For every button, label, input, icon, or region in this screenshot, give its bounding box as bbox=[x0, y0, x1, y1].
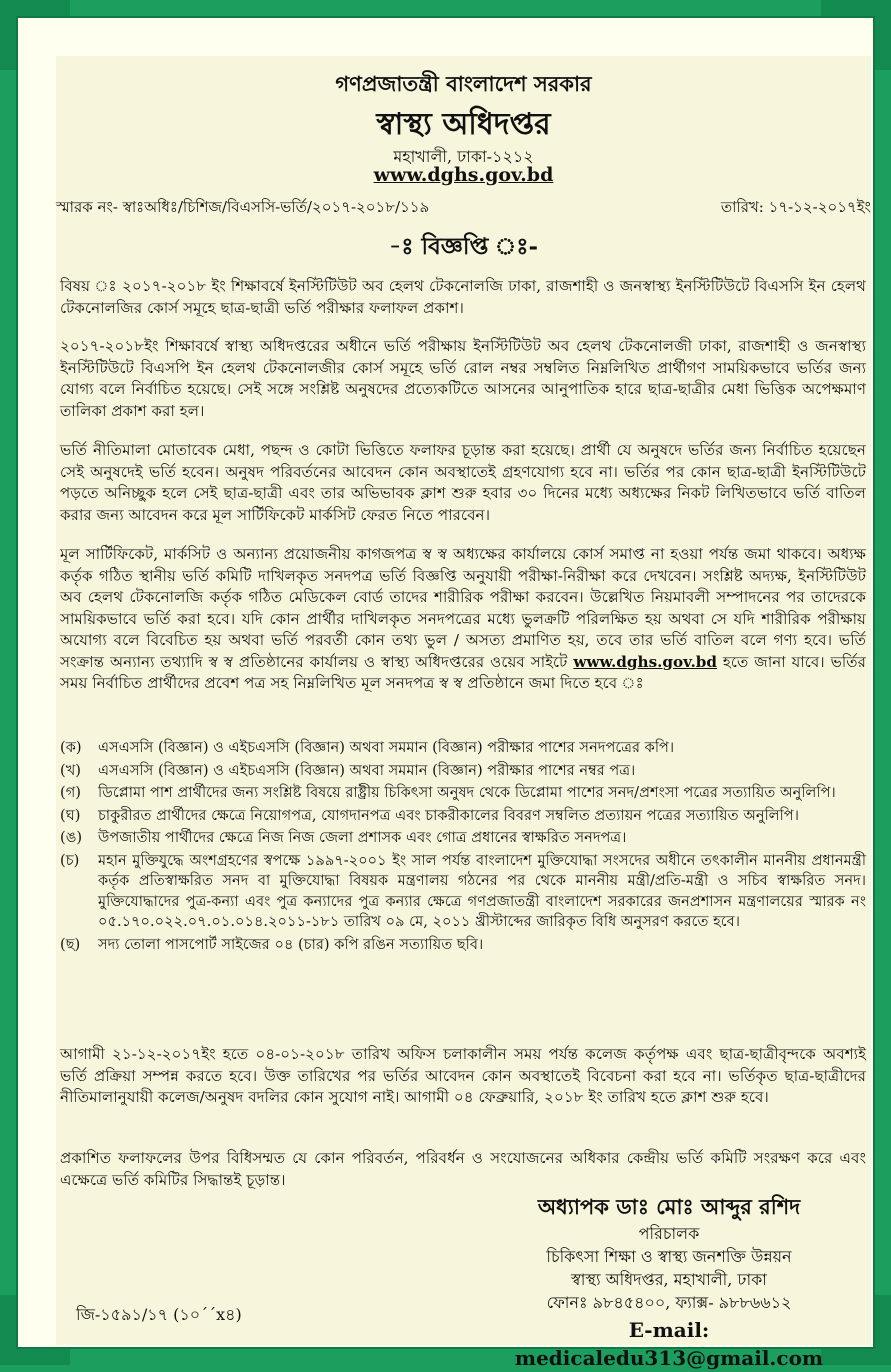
list-item-text: মহান মুক্তিযুদ্ধে অংশগ্রহণের স্বপক্ষে ১৯৯৭-২০০১ ইং সাল পর্যন্ত বাংলাদেশ মুক্তিযোদ্ধা সংসদের অধীনে তৎকালীন মাননীয় প্রধানমন্ত্রী কর্তৃক প্রতিস্বাক্ষরিত সনদ বা মুক্তিযোদ্ধা বিষয়ক মন্ত্রণালয় গঠনের পর থেকে মাননীয় মন্ত্রী/প্রতি-মন্ত্রী ও সচিব স্বাক্ষরিত সনদ। মুক্তিযোদ্ধাদের পুত্র-কন্যা এবং পুত্র কন্যাদের পুত্র কন্যার ক্ষেত্রে গণপ্রজাতন্ত্রী বাংলাদেশ সরকারের জনপ্রশাসন মন্ত্রণালয়ের স্মারক নং ০৫.১৭০.০২২.০৭.০১.০১৪.২০১১-১৮১ তারিখ ০৯ মে, ২০১১ খ্রীস্টাব্দের জারিকৃত বিধি অনুসরণ করতে হবে। bbox=[98, 851, 866, 930]
list-item bbox=[60, 851, 866, 933]
g-code: জি-১৫৯১/১৭ (১০´´x৪) bbox=[76, 1305, 242, 1324]
department-name: স্বাস্থ্য অধিদপ্তর bbox=[376, 107, 551, 142]
documents-paragraph bbox=[60, 544, 866, 695]
notice-body bbox=[56, 56, 871, 1370]
documents-paragraph-text: মূল সার্টিফিকেট, মার্কসিট ও অন্যান্য প্রয়োজনীয় কাগজপত্র স্ব স্ব অধ্যক্ষের কার্যালয়ে কোর্স সমাপ্ত না হওয়া পর্যন্ত জমা থাকবে। অধ্যক্ষ কর্তৃক গঠিত স্থানীয় ভর্তি কমিটি দাখিলকৃত সনদপত্র ভর্তি বিজ্ঞপ্তি অনুযায়ী পরীক্ষা-নিরীক্ষা করে দেখবেন। সংশ্লিষ্ট অদ্যক্ষ, ইনস্টিটিউট অব হেলথ টেকনোলজি কর্তৃক গঠিত মেডিকেল বোর্ড তাদের শারীরিক পরীক্ষা করবেন। উল্লেখিত নিয়মাবলী সম্পাদনের পর তাদেরকে সাময়িকভাবে ভর্তি করা হবে। যদি কোন প্রার্থীর দাখিলকৃত সনদপত্রের মধ্যে ভুলক্রটি পরিলক্ষিত হয় অথবা সে যদি শারীরিক পরীক্ষায় অযোগ্য বলে বিবেচিত হয় অথবা ভর্তি পরবর্তী কোন তথ্য ভুল / অসত্য প্রমাণিত হয়, তবে তার ভর্তি বাতিল বলে গণ্য হবে। ভর্তি সংক্রান্ত অন্যান্য তথ্যাদি স্ব স্ব প্রতিষ্ঠানের কার্যালয় ও স্বাস্থ্য অধিদপ্তরের ওয়েব সাইটে bbox=[60, 545, 866, 671]
list-item bbox=[60, 935, 866, 956]
list-item bbox=[60, 806, 866, 827]
notice-frame bbox=[16, 16, 875, 1370]
department-address: মহাখালী, ঢাকা-১২১২ bbox=[393, 147, 534, 166]
list-item-text: উপজাতীয় পার্থীদের ক্ষেত্রে নিজ নিজ জেলা প্রশাসক এবং গোত্র প্রধানের স্বাক্ষরিত সনদপত্র। bbox=[98, 829, 627, 846]
list-item bbox=[60, 828, 866, 849]
notice-title: -ঃ বিজ্ঞপ্তি ঃ- bbox=[388, 233, 539, 260]
list-item-text: সদ্য তোলা পাসপোর্ট সাইজের ০৪ (চার) কপি রঙিন সত্যায়িত ছবি। bbox=[98, 935, 484, 953]
website-link[interactable]: www.dghs.gov.bd bbox=[373, 164, 554, 186]
signatory-office: স্বাস্থ্য অধিদপ্তর, মহাখালী, ঢাকা bbox=[571, 1270, 767, 1289]
rights-paragraph: প্রকাশিত ফলাফলের উপর বিধিসম্মত যে কোন পরিবর্তন, পরিবর্ধন ও সংযোজনের অধিকার কেন্দ্রীয় ভর্তি কমিটি সংরক্ষণ করে এবং এক্ষেত্রে ভর্তি কমিটির সিদ্ধান্তই চূড়ান্ত। bbox=[60, 1149, 866, 1189]
signatory-unit: চিকিৎসা শিক্ষা ও স্বাস্থ্য জনশক্তি উন্নয়ন bbox=[546, 1247, 792, 1266]
list-item-label: (খ) bbox=[60, 761, 81, 779]
memo-reference: স্মারক নং- স্বাঃঅধিঃ/চিশিজ/বিএসসি-ভর্তি/২০১৭-২০১৮/১১৯ bbox=[56, 198, 430, 216]
list-item-label: (ছ) bbox=[60, 935, 81, 953]
signatory-name: অধ্যাপক ডাঃ মোঃ আব্দুর রশিদ bbox=[537, 1194, 801, 1219]
list-item-text: ডিপ্লোমা পাশ প্রার্থীদের জন্য সংশ্লিষ্ট বিষয়ে রাষ্ট্রীয় চিকিৎসা অনুষদ থেকে ডিপ্লোমা পাশের সনদ/প্রশংসা পত্রের সত্যায়িত অনুলিপি। bbox=[98, 784, 836, 801]
list-item-label: (ঙ) bbox=[60, 829, 83, 846]
signatory-phone: ফোনঃ ৯৮৪৫৪০০, ফ্যাক্স- ৯৮৮৬৬১২ bbox=[546, 1293, 792, 1312]
list-item-label: (ঘ) bbox=[60, 806, 81, 824]
policy-paragraph: ভর্তি নীতিমালা মোতাবেক মেধা, পছন্দ ও কোটা ভিত্তিতে ফলাফর চূড়ান্ত করা হয়েছে। প্রার্থী যে অনুষদে ভর্তির জন্য নির্বাচিত হয়েছেন সেই অনুষদেই ভর্তি হবেন। অনুষদ পরিবর্তনের আবেদন কোন অবস্থাতেই গ্রহণযোগ্য হবে না। ভর্তির পর কোন ছাত্র-ছাত্রী ইনস্টিটিউটে পড়তে অনিচ্ছুক হলে সেই ছাত্র-ছাত্রী এবং তার অভিভাবক ক্লাশ শুরু হবার ৩০ দিনের মধ্যে অধ্যক্ষের নিকট লিখিতভাবে ভর্তি বাতিল করার জন্য আবেদন করে মূল সার্টিফিকেট মার্কসিট ফেরত নিতে পারবেন। bbox=[60, 441, 866, 524]
signatory-email[interactable]: E-mail: medicaledu313@gmail.com bbox=[514, 1318, 824, 1370]
list-item-label: (ক) bbox=[60, 739, 82, 756]
list-item-text: চাকুরীরত প্রার্থীদের ক্ষেত্রে নিয়োগপত্র, যোগদানপত্র এবং চাকরীকালের বিবরণ সম্বলিত প্রত্যায়ন পত্রের সত্যায়িত অনুলিপি। bbox=[98, 806, 799, 824]
government-name: গণপ্রজাতন্ত্রী বাংলাদেশ সরকার bbox=[335, 71, 592, 96]
list-item-label: (গ) bbox=[60, 784, 81, 801]
website-link-inline[interactable]: www.dghs.gov.bd bbox=[573, 652, 717, 671]
memo-date: তারিখ: ১৭-১২-২০১৭ইং bbox=[720, 198, 871, 216]
list-item bbox=[60, 738, 866, 759]
signature-block bbox=[484, 1192, 854, 1372]
result-paragraph: ২০১৭-২০১৮ইং শিক্ষাবর্ষে স্বাস্থ্য অধিদপ্তরের অধীনে ভর্তি পরীক্ষায় ইনস্টিটিউট অব হেলথ টেকনোলজী ঢাকা, রাজশাহী ও জনস্বাস্থ্য ইনস্টিটিউটে বিএসপি ইন হেলথ টেকনোলজীর কোর্স সমূহে ভর্তি রোল নম্বর সম্বলিত নিম্নলিখিত প্রার্থীগণ সাময়িকভাবে ভর্তির জন্য যোগ্য বলে নির্বাচিত হয়েছে। সেই সঙ্গে সংশ্লিষ্ট অনুষদের প্রত্যেকটিতে আসনের আনুপাতিক হারে ছাত্র-ছাত্রীর মেধা ভিত্তিক অপেক্ষমাণ তালিকা প্রকাশ করা হল। bbox=[60, 337, 866, 420]
list-item bbox=[60, 761, 866, 782]
documents-paragraph-text-end: হতে জানা যাবে। ভর্তির সময় নির্বাচিত প্রার্থীদের প্রবেশ পত্র সহ নিম্নলিখিত মূল সনদপত্র স্ব স্ব প্রতিষ্ঠানে জমা দিতে হবে ঃ bbox=[60, 652, 867, 692]
required-documents-list bbox=[60, 738, 866, 957]
list-item bbox=[60, 783, 866, 804]
list-item-text: এসএসসি (বিজ্ঞান) ও এইচএসসি (বিজ্ঞান) অথবা সমমান (বিজ্ঞান) পরীক্ষার পাশের সনদপত্রের কপি। bbox=[98, 739, 675, 756]
signatory-title: পরিচালক bbox=[638, 1224, 700, 1243]
list-item-text: এসএসসি (বিজ্ঞান) ও এইচএসসি (বিজ্ঞান) অথবা সমমান (বিজ্ঞান) পরীক্ষার পাশের নম্বর পত্র। bbox=[98, 761, 636, 779]
subject-paragraph: বিষয় ঃ ২০১৭-২০১৮ ইং শিক্ষাবর্ষে ইনস্টিটিউট অব হেলথ টেকনোলজি ঢাকা, রাজশাহী ও জনস্বাস্থ্য ইনস্টিটিউটে বিএসসি ইন হেলথ টেকনোলজির কোর্স সমূহে ছাত্র-ছাত্রী ভর্তি পরীক্ষার ফলাফল প্রকাশ। bbox=[60, 277, 866, 317]
deadline-paragraph: আগামী ২১-১২-২০১৭ইং হতে ০৪-০১-২০১৮ তারিখ অফিস চলাকালীন সময় পর্যন্ত কলেজ কর্তৃপক্ষ এবং ছাত্র-ছাত্রীবৃন্দকে অবশ্যই ভর্তি প্রক্রিয়া সম্পন্ন করতে হবে। উক্ত তারিখের পর ভর্তির আবেদন কোন অবস্থাতেই বিবেচনা করা হবে না। ভর্তিকৃত ছাত্র-ছাত্রীদের নীতিমালানুযায়ী কলেজ/অনুষদ বদলির কোন সুযোগ নাই। আগামী ০৪ ফেব্রুয়ারি, ২০১৮ ইং তারিখ হতে ক্লাশ শুরু হবে। bbox=[60, 1045, 866, 1106]
list-item-label: (চ) bbox=[60, 851, 80, 869]
